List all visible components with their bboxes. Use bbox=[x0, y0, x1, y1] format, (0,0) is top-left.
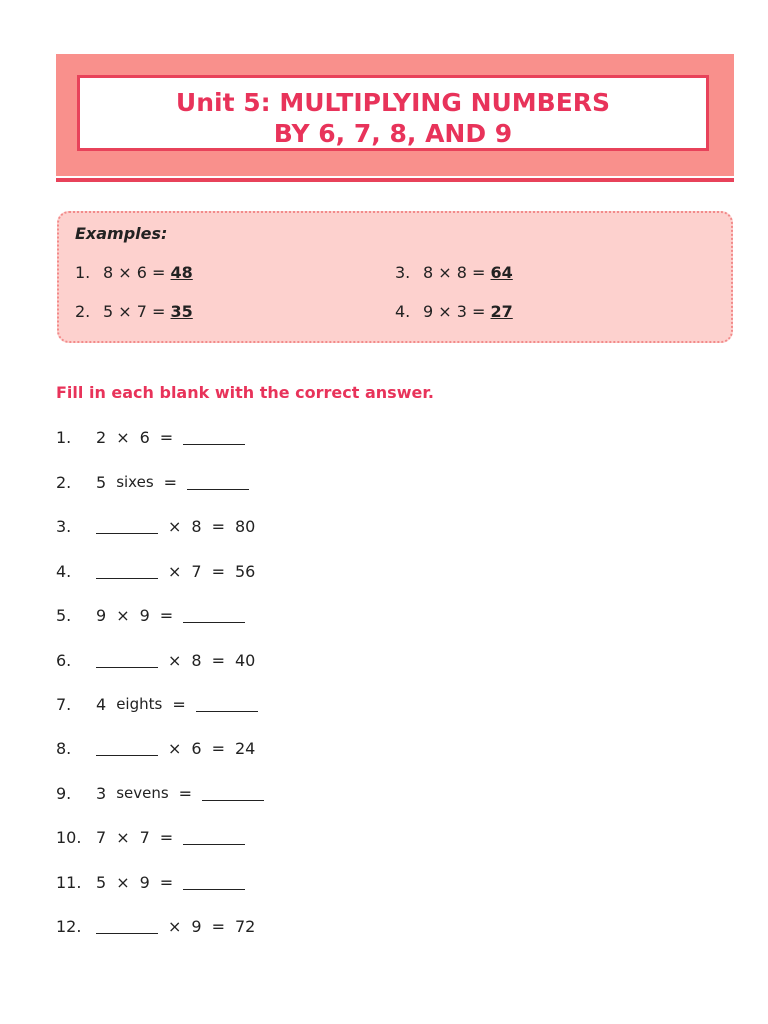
product-value: 40 bbox=[235, 650, 256, 670]
problem-1 bbox=[56, 426, 255, 448]
factor-b: 8 bbox=[191, 516, 202, 536]
example-item-1 bbox=[75, 263, 193, 282]
times-sign: × bbox=[116, 872, 130, 892]
product-value: 24 bbox=[235, 738, 256, 758]
answer-blank[interactable] bbox=[96, 755, 158, 756]
times-sign: × bbox=[116, 605, 130, 625]
example-answer: 48 bbox=[170, 263, 193, 282]
times-sign: × bbox=[116, 827, 130, 847]
factor-b: 6 bbox=[139, 427, 150, 447]
equals-sign: = bbox=[178, 783, 193, 803]
problem-number: 12. bbox=[56, 916, 82, 936]
factor-b: 7 bbox=[139, 827, 150, 847]
example-answer: 27 bbox=[490, 302, 513, 321]
problem-number: 7. bbox=[56, 694, 72, 714]
example-answer: 64 bbox=[490, 263, 513, 282]
problem-number: 1. bbox=[56, 427, 72, 447]
problem-6 bbox=[56, 649, 265, 671]
equals-sign: = bbox=[172, 694, 186, 714]
problem-8 bbox=[56, 737, 265, 759]
equals-sign: = bbox=[211, 516, 225, 536]
problem-number: 2. bbox=[56, 472, 72, 492]
product-value: 72 bbox=[235, 916, 256, 936]
page-title-line-1: Unit 5: MULTIPLYING NUMBERS bbox=[175, 88, 611, 117]
example-expression: 8 × 8 = bbox=[423, 263, 491, 282]
factor-a: 2 bbox=[96, 427, 107, 447]
equals-sign: = bbox=[211, 561, 225, 581]
equals-sign: = bbox=[159, 872, 174, 892]
problem-number: 9. bbox=[56, 783, 72, 803]
answer-blank[interactable] bbox=[183, 444, 245, 445]
factor-b: 6 bbox=[191, 738, 202, 758]
examples-heading: Examples: bbox=[75, 224, 168, 243]
equals-sign: = bbox=[159, 827, 174, 847]
title-box bbox=[77, 75, 709, 151]
equals-sign: = bbox=[211, 916, 225, 936]
answer-blank[interactable] bbox=[196, 711, 258, 712]
problem-number: 6. bbox=[56, 650, 72, 670]
problem-number: 10. bbox=[56, 827, 82, 847]
factor-a: 7 bbox=[96, 827, 107, 847]
example-item-3 bbox=[395, 263, 513, 282]
factor-a: 5 bbox=[96, 872, 107, 892]
equals-sign: = bbox=[211, 650, 225, 670]
multiple-word: sixes bbox=[116, 473, 154, 491]
example-number: 3. bbox=[395, 263, 411, 282]
answer-blank[interactable] bbox=[183, 622, 245, 623]
answer-blank[interactable] bbox=[183, 844, 245, 845]
product-value: 56 bbox=[235, 561, 256, 581]
example-expression: 9 × 3 = bbox=[423, 302, 491, 321]
equals-sign: = bbox=[211, 738, 225, 758]
factor-b: 7 bbox=[191, 561, 202, 581]
header-rule bbox=[56, 178, 734, 182]
problem-number: 3. bbox=[56, 516, 72, 536]
times-sign: × bbox=[168, 738, 182, 758]
answer-blank[interactable] bbox=[187, 489, 249, 490]
problem-11 bbox=[56, 871, 255, 893]
example-number: 2. bbox=[75, 302, 91, 321]
problem-9 bbox=[56, 782, 274, 804]
factor-a: 3 bbox=[96, 783, 107, 803]
example-item-2 bbox=[75, 302, 193, 321]
factor-a: 5 bbox=[96, 472, 107, 492]
factor-b: 9 bbox=[139, 872, 150, 892]
answer-blank[interactable] bbox=[183, 889, 245, 890]
problem-number: 5. bbox=[56, 605, 72, 625]
factor-b: 9 bbox=[191, 916, 202, 936]
times-sign: × bbox=[168, 561, 182, 581]
problem-number: 4. bbox=[56, 561, 72, 581]
page-title-line-2: BY 6, 7, 8, AND 9 bbox=[273, 119, 513, 148]
equals-sign: = bbox=[159, 427, 174, 447]
factor-a: 4 bbox=[96, 694, 107, 714]
example-number: 1. bbox=[75, 263, 91, 282]
answer-blank[interactable] bbox=[96, 578, 158, 579]
answer-blank[interactable] bbox=[202, 800, 264, 801]
times-sign: × bbox=[116, 427, 130, 447]
instruction-text: Fill in each blank with the correct answer. bbox=[56, 383, 435, 402]
problem-5 bbox=[56, 604, 255, 626]
times-sign: × bbox=[168, 916, 182, 936]
problem-4 bbox=[56, 560, 265, 582]
times-sign: × bbox=[168, 516, 182, 536]
example-expression: 5 × 7 = bbox=[103, 302, 171, 321]
problem-2 bbox=[56, 471, 259, 493]
problem-number: 11. bbox=[56, 872, 82, 892]
problem-number: 8. bbox=[56, 738, 72, 758]
answer-blank[interactable] bbox=[96, 533, 158, 534]
problem-12 bbox=[56, 915, 265, 937]
example-item-4 bbox=[395, 302, 513, 321]
example-expression: 8 × 6 = bbox=[103, 263, 171, 282]
problem-3 bbox=[56, 515, 265, 537]
example-answer: 35 bbox=[170, 302, 193, 321]
examples-box bbox=[57, 211, 733, 343]
factor-b: 8 bbox=[191, 650, 202, 670]
times-sign: × bbox=[168, 650, 182, 670]
factor-b: 9 bbox=[139, 605, 150, 625]
multiple-word: sevens bbox=[116, 784, 169, 802]
answer-blank[interactable] bbox=[96, 667, 158, 668]
equals-sign: = bbox=[159, 605, 174, 625]
product-value: 80 bbox=[235, 516, 256, 536]
problem-10 bbox=[56, 826, 255, 848]
answer-blank[interactable] bbox=[96, 933, 158, 934]
equals-sign: = bbox=[163, 472, 178, 492]
problem-7 bbox=[56, 693, 268, 715]
example-number: 4. bbox=[395, 302, 411, 321]
factor-a: 9 bbox=[96, 605, 107, 625]
multiple-word: eights bbox=[116, 695, 163, 713]
